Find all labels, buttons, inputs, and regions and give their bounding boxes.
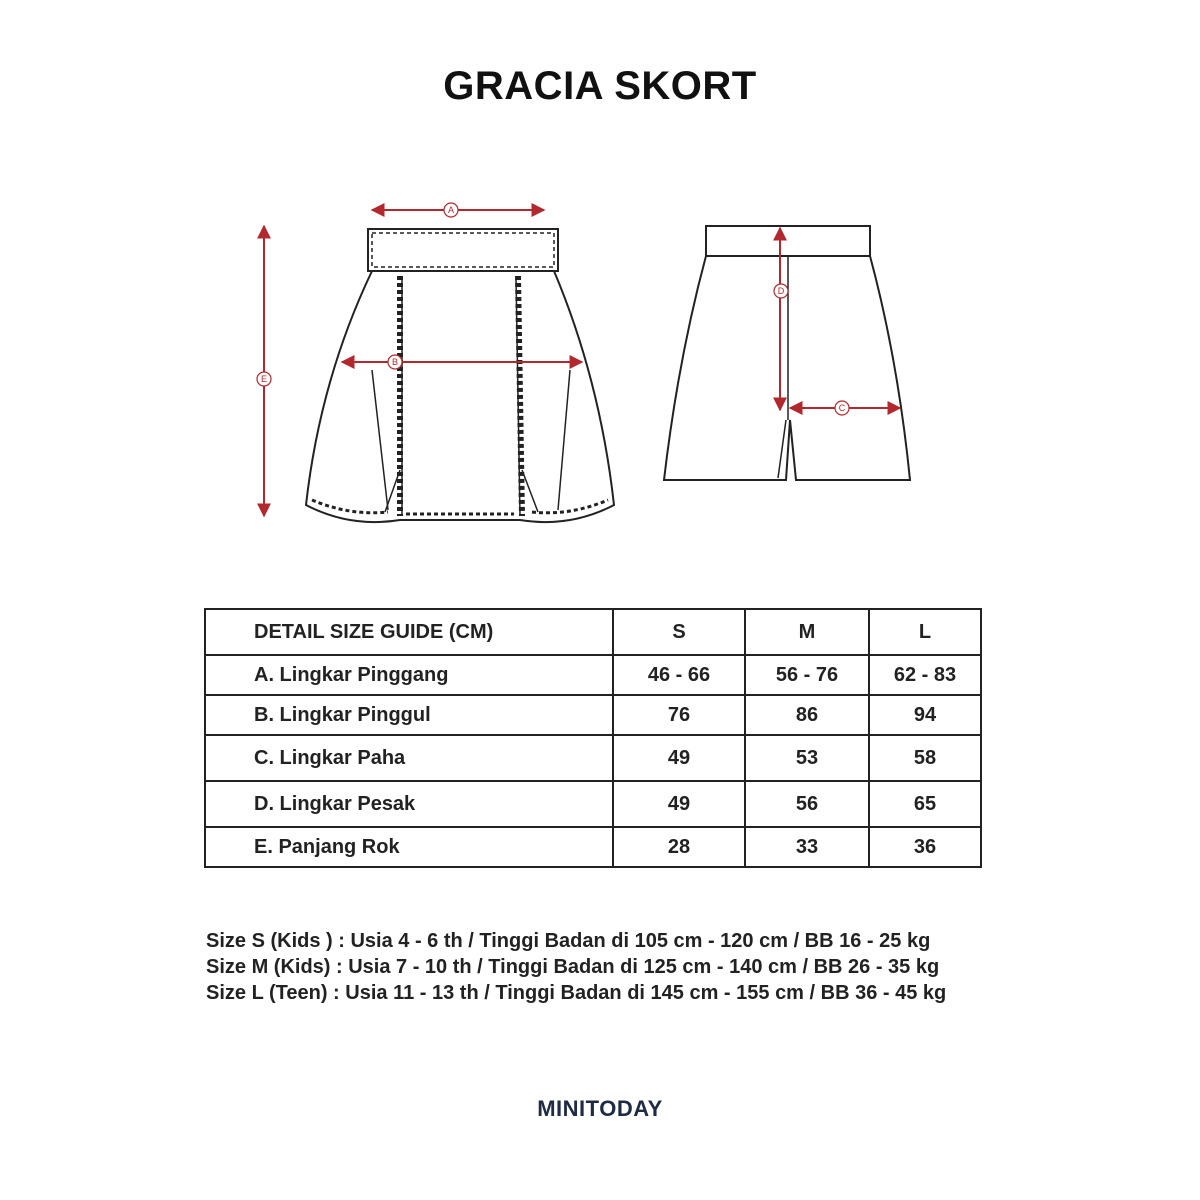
label-b: B	[391, 357, 399, 367]
table-cell: 28	[613, 827, 745, 867]
table-cell: 94	[869, 695, 981, 735]
table-row	[205, 735, 981, 781]
table-cell: 65	[869, 781, 981, 827]
table-cell: 49	[613, 781, 745, 827]
table-cell: A. Lingkar Pinggang	[205, 655, 613, 695]
table-row	[205, 827, 981, 867]
size-notes	[206, 928, 946, 1006]
header-cell: L	[869, 609, 981, 655]
table-cell: 62 - 83	[869, 655, 981, 695]
table-cell: 49	[613, 735, 745, 781]
brand-name: MINITODAY	[537, 1096, 663, 1121]
table-cell: 33	[745, 827, 869, 867]
table-cell: 56 - 76	[745, 655, 869, 695]
table-cell: 56	[745, 781, 869, 827]
table-row	[205, 781, 981, 827]
table-cell: 86	[745, 695, 869, 735]
label-a: A	[447, 205, 455, 215]
table-cell: B. Lingkar Pinggul	[205, 695, 613, 735]
table-cell: 58	[869, 735, 981, 781]
size-note-l: Size L (Teen) : Usia 11 - 13 th / Tinggi Badan di 145 cm - 155 cm / BB 36 - 45 kg	[206, 982, 947, 1004]
size-note-m: Size M (Kids) : Usia 7 - 10 th / Tinggi Badan di 125 cm - 140 cm / BB 26 - 35 kg	[206, 956, 940, 978]
label-d: D	[777, 286, 785, 296]
header-cell: M	[745, 609, 869, 655]
size-guide-table	[204, 608, 982, 868]
table-cell: 36	[869, 827, 981, 867]
header-cell: DETAIL SIZE GUIDE (CM)	[205, 609, 613, 655]
table-cell: 76	[613, 695, 745, 735]
front-view	[306, 229, 614, 522]
table-cell: 53	[745, 735, 869, 781]
table-cell: D. Lingkar Pesak	[205, 781, 613, 827]
back-waistband	[706, 226, 870, 256]
table-cell: E. Panjang Rok	[205, 827, 613, 867]
table-header-row	[205, 609, 981, 655]
table-row	[205, 655, 981, 695]
label-e: E	[260, 374, 268, 384]
header-cell: S	[613, 609, 745, 655]
label-c: C	[838, 403, 846, 413]
table-cell: C. Lingkar Paha	[205, 735, 613, 781]
size-note-s: Size S (Kids ) : Usia 4 - 6 th / Tinggi Badan di 105 cm - 120 cm / BB 16 - 25 kg	[206, 930, 931, 952]
back-view	[664, 226, 910, 480]
table-cell: 46 - 66	[613, 655, 745, 695]
table-row	[205, 695, 981, 735]
page-title: GRACIA SKORT	[443, 64, 757, 108]
front-waistband	[368, 229, 558, 271]
